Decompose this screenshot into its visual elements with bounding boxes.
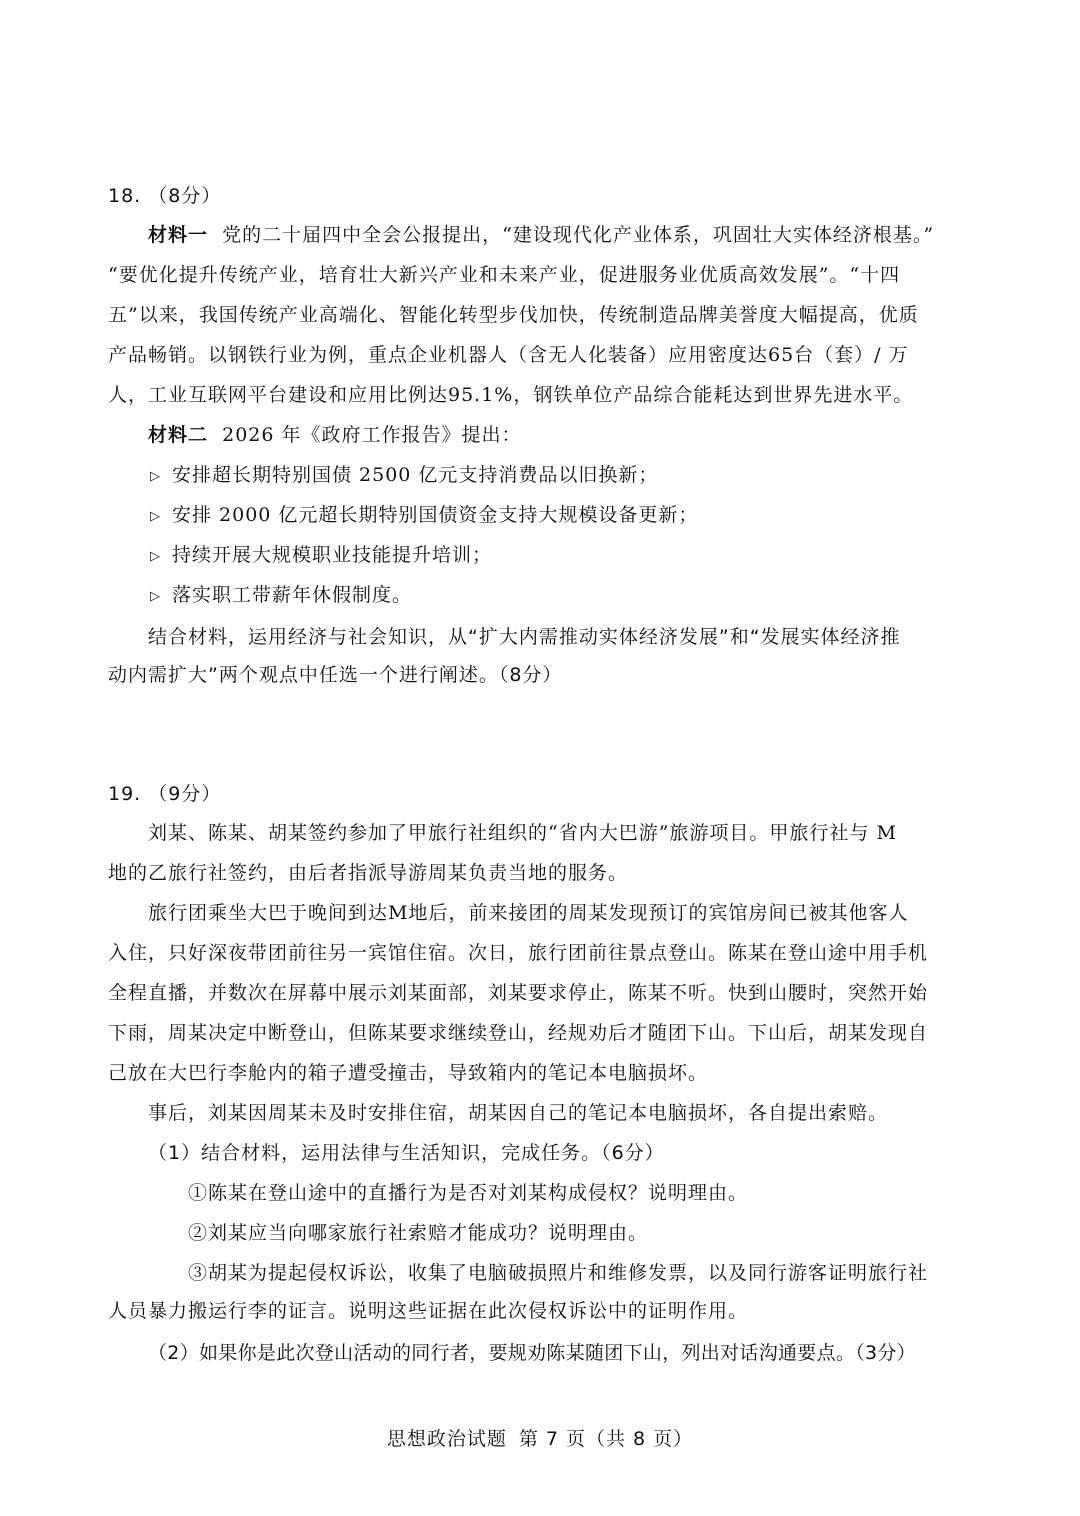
footer-subject: 思想政治试题 [386, 1428, 507, 1450]
q18-material1-line: 产品畅销。以钢铁行业为例，重点企业机器人（含无人化装备）应用密度达65台（套）/ 万 [108, 344, 909, 366]
q19-paragraph-line: 旅行团乘坐大巴于晚间到达M地后，前来接团的周某发现预订的宾馆房间已被其他客人 [148, 902, 909, 924]
bullet-text: 安排 2000 亿元超长期特别国债资金支持大规模设备更新； [172, 504, 699, 526]
q19-task2: （2）如果你是此次登山活动的同行者，要规劝陈某随团下山，列出对话沟通要点。（3分） [148, 1342, 916, 1364]
q18-material1-line: “要优化提升传统产业，培育壮大新兴产业和未来产业，促进服务业优质高效发展”。“十四 [108, 264, 901, 286]
bullet-triangle-icon: ▷ [150, 509, 161, 524]
q19-paragraph-line: 下雨，周某决定中断登山，但陈某要求继续登山，经规劝后才随团下山。下山后，胡某发现自 [108, 1022, 929, 1044]
q18-material1-line: 人，工业互联网平台建设和应用比例达95.1%，钢铁单位产品综合能耗达到世界先进水平。 [108, 384, 914, 406]
q18-material1-line: 五”以来，我国传统产业高端化、智能化转型步伐加快，传统制造品牌美誉度大幅提高，优质 [108, 304, 919, 326]
q18-material2-text: 2026 年《政府工作报告》提出： [222, 424, 522, 446]
q18-material2-label: 材料二 [148, 424, 209, 446]
q19-subtask-3: ③胡某为提起侵权诉讼，收集了电脑破损照片和维修发票，以及同行游客证明旅行社 [188, 1262, 929, 1284]
q18-task-line: 动内需扩大”两个观点中任选一个进行阐述。（8分） [108, 664, 563, 686]
q19-paragraph-line: 己放在大巴行李舱内的箱子遭受撞击，导致箱内的笔记本电脑损坏。 [108, 1062, 709, 1084]
bullet-triangle-icon: ▷ [150, 589, 161, 604]
q18-material1-label: 材料一 [148, 224, 209, 246]
q19-paragraph-line: 事后，刘某因周某未及时安排住宿，胡某因自己的笔记本电脑损坏，各自提出索赔。 [148, 1102, 889, 1124]
bullet-text: 持续开展大规模职业技能提升培训； [172, 544, 493, 566]
q18-header: 18. （8分） [108, 185, 222, 207]
q19-subtask-3-cont: 人员暴力搬运行李的证言。说明这些证据在此次侵权诉讼中的证明作用。 [108, 1300, 749, 1322]
q19-paragraph-line: 全程直播，并数次在屏幕中展示刘某面部，刘某要求停止，陈某不听。快到山腰时，突然开始 [108, 982, 929, 1004]
q18-material1-line [148, 222, 934, 248]
q19-task1: （1）结合材料，运用法律与生活知识，完成任务。（6分） [148, 1142, 665, 1164]
q19-paragraph-line: 地的乙旅行社签约，由后者指派导游周某负责当地的服务。 [108, 862, 629, 884]
q19-paragraph-line: 刘某、陈某、胡某签约参加了甲旅行社组织的“省内大巴游”旅游项目。甲旅行社与 M [148, 822, 897, 844]
bullet-text: 安排超长期特别国债 2500 亿元支持消费品以旧换新； [172, 464, 659, 486]
bullet-text: 落实职工带薪年休假制度。 [172, 584, 413, 606]
q18-bullet-item [150, 582, 412, 610]
q18-task-line: 结合材料，运用经济与社会知识，从“扩大内需推动实体经济发展”和“发展实体经济推 [148, 626, 901, 648]
q18-material1-text: 党的二十届四中全会公报提出，“建设现代化产业体系，巩固壮大实体经济根基。” [222, 224, 935, 246]
bullet-triangle-icon: ▷ [150, 469, 161, 484]
page-footer [0, 1426, 1080, 1452]
footer-page-number: 第 7 页（共 8 页） [518, 1428, 694, 1450]
q18-material2-line [148, 422, 522, 448]
q19-paragraph-line: 入住，只好深夜带团前往另一宾馆住宿。次日，旅行团前往景点登山。陈某在登山途中用手机 [108, 942, 929, 964]
q19-header: 19. （9分） [108, 783, 222, 805]
q19-subtask-2: ②刘某应当向哪家旅行社索赔才能成功？说明理由。 [188, 1222, 649, 1244]
q18-bullet-item [150, 542, 492, 570]
q18-bullet-item [150, 502, 698, 530]
bullet-triangle-icon: ▷ [150, 549, 161, 564]
q18-bullet-item [150, 462, 658, 490]
q19-subtask-1: ①陈某在登山途中的直播行为是否对刘某构成侵权？说明理由。 [188, 1182, 749, 1204]
